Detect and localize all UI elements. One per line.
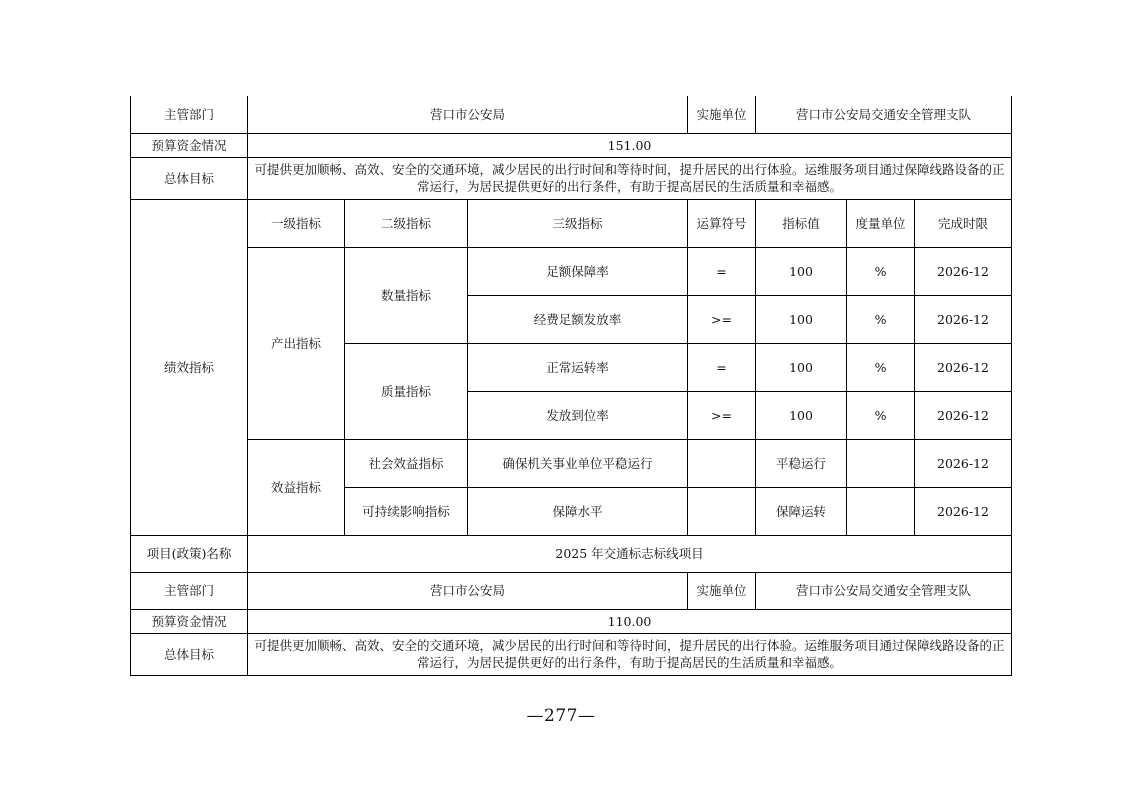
indicator-row	[131, 247, 1012, 295]
indicator-unit	[847, 487, 915, 535]
indicator-op: =	[688, 343, 756, 391]
indicator-value: 100	[756, 343, 847, 391]
group-output: 产出指标	[248, 247, 345, 439]
goal-label: 总体目标	[131, 633, 248, 675]
dept-label: 主管部门	[131, 96, 248, 133]
indicator-level3: 经费足额发放率	[468, 295, 688, 343]
indicator-op: >=	[688, 295, 756, 343]
indicator-deadline: 2026-12	[915, 247, 1012, 295]
indicator-value: 100	[756, 391, 847, 439]
indicator-deadline: 2026-12	[915, 343, 1012, 391]
budget-row	[131, 609, 1012, 633]
dept-row	[131, 572, 1012, 609]
indicator-deadline: 2026-12	[915, 439, 1012, 487]
indicator-op	[688, 439, 756, 487]
impl-label: 实施单位	[688, 572, 756, 609]
indicator-level3: 确保机关事业单位平稳运行	[468, 439, 688, 487]
dept-label: 主管部门	[131, 572, 248, 609]
project-value: 2025 年交通标志标线项目	[248, 535, 1012, 572]
indicator-header-row	[131, 199, 1012, 247]
indicator-level3: 足额保障率	[468, 247, 688, 295]
goal-text: 可提供更加顺畅、高效、安全的交通环境，减少居民的出行时间和等待时间，提升居民的出行体验。运维服务项目通过保障线路设备的正常运行，为居民提供更好的出行条件，有助于提高居民的生活质量和幸福感。	[248, 157, 1012, 199]
group-benefit: 效益指标	[248, 439, 345, 535]
indicator-level2: 社会效益指标	[345, 439, 468, 487]
budget-label: 预算资金情况	[131, 133, 248, 157]
impl-value: 营口市公安局交通安全管理支队	[756, 96, 1012, 133]
header-value: 指标值	[756, 199, 847, 247]
indicator-level3: 发放到位率	[468, 391, 688, 439]
header-op: 运算符号	[688, 199, 756, 247]
indicator-level3: 保障水平	[468, 487, 688, 535]
indicator-row	[131, 439, 1012, 487]
performance-label: 绩效指标	[131, 199, 248, 535]
indicator-op: >=	[688, 391, 756, 439]
indicator-value: 平稳运行	[756, 439, 847, 487]
indicator-unit	[847, 439, 915, 487]
indicator-unit: %	[847, 247, 915, 295]
indicator-level2: 可持续影响指标	[345, 487, 468, 535]
indicator-level3: 正常运转率	[468, 343, 688, 391]
goal-text: 可提供更加顺畅、高效、安全的交通环境，减少居民的出行时间和等待时间，提升居民的出行体验。运维服务项目通过保障线路设备的正常运行，为居民提供更好的出行条件，有助于提高居民的生活质量和幸福感。	[248, 633, 1012, 675]
goal-label: 总体目标	[131, 157, 248, 199]
page-number: —277—	[526, 706, 596, 726]
indicator-unit: %	[847, 343, 915, 391]
impl-label: 实施单位	[688, 96, 756, 133]
budget-row	[131, 133, 1012, 157]
budget-value: 110.00	[248, 609, 1012, 633]
header-level1: 一级指标	[248, 199, 345, 247]
indicator-deadline: 2026-12	[915, 487, 1012, 535]
goal-row	[131, 633, 1012, 675]
indicator-unit: %	[847, 295, 915, 343]
indicator-unit: %	[847, 391, 915, 439]
group-quantity: 数量指标	[345, 247, 468, 343]
header-level3: 三级指标	[468, 199, 688, 247]
goal-row	[131, 157, 1012, 199]
impl-value: 营口市公安局交通安全管理支队	[756, 572, 1012, 609]
header-level2: 二级指标	[345, 199, 468, 247]
indicator-op	[688, 487, 756, 535]
budget-value: 151.00	[248, 133, 1012, 157]
dept-row	[131, 96, 1012, 133]
dept-value: 营口市公安局	[248, 572, 688, 609]
indicator-value: 100	[756, 247, 847, 295]
indicator-deadline: 2026-12	[915, 295, 1012, 343]
dept-value: 营口市公安局	[248, 96, 688, 133]
project-label: 项目(政策)名称	[131, 535, 248, 572]
header-deadline: 完成时限	[915, 199, 1012, 247]
indicator-op: =	[688, 247, 756, 295]
indicator-value: 保障运转	[756, 487, 847, 535]
project-row	[131, 535, 1012, 572]
indicator-value: 100	[756, 295, 847, 343]
group-quality: 质量指标	[345, 343, 468, 439]
performance-table	[130, 96, 1012, 676]
indicator-deadline: 2026-12	[915, 391, 1012, 439]
budget-label: 预算资金情况	[131, 609, 248, 633]
header-unit: 度量单位	[847, 199, 915, 247]
